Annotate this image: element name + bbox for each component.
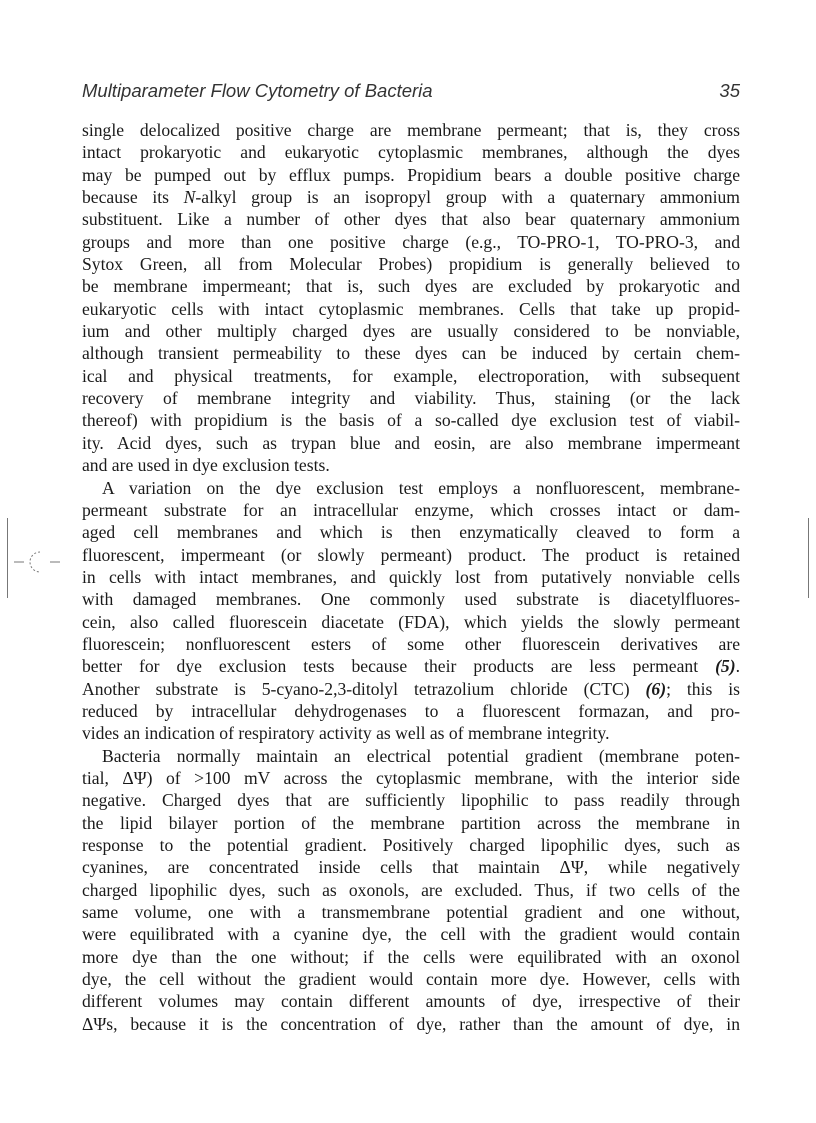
text-line: intact prokaryotic and eukaryotic cytoplasmic membranes, although the dyes (82, 142, 740, 163)
text-line: be membrane impermeant; that is, such dyes are excluded by prokaryotic and (82, 276, 740, 297)
text-line: ical and physical treatments, for example, electroporation, with subsequent (82, 365, 740, 386)
text-line: with damaged membranes. One commonly used substrate is diacetylfluores- (82, 589, 740, 610)
text-line: ΔΨs, because it is the concentration of dye, rather than the amount of dye, in (82, 1013, 740, 1034)
text-line: were equilibrated with a cyanine dye, the cell with the gradient would contain (82, 924, 740, 945)
running-header-title: Multiparameter Flow Cytometry of Bacteria (82, 80, 433, 101)
text-line: Another substrate is 5-cyano-2,3-ditolyl tetrazolium chloride (CTC) (6); this is (82, 678, 740, 699)
paragraph (82, 477, 740, 745)
text-line: single delocalized positive charge are membrane permeant; that is, they cross (82, 120, 740, 140)
text-line: same volume, one with a transmembrane potential gradient and one without, (82, 902, 740, 923)
text-line: Sytox Green, all from Molecular Probes) propidium is generally believed to (82, 254, 740, 275)
text-line: the lipid bilayer portion of the membrane partition across the membrane in (82, 812, 740, 833)
text-line: recovery of membrane integrity and viability. Thus, staining (or the lack (82, 388, 740, 409)
text-line: A variation on the dye exclusion test employs a nonfluorescent, membrane- (102, 477, 740, 498)
text-line: cein, also called fluorescein diacetate (FDA), which yields the slowly permeant (82, 611, 740, 632)
text-line: ity. Acid dyes, such as trypan blue and eosin, are also membrane impermeant (82, 432, 740, 453)
text-line: eukaryotic cells with intact cytoplasmic membranes. Cells that take up propid- (82, 298, 740, 319)
text-line: groups and more than one positive charge (e.g., TO-PRO-1, TO-PRO-3, and (82, 231, 740, 252)
text-line: dye, the cell without the gradient would contain more dye. However, cells with (82, 969, 740, 990)
text-line: substituent. Like a number of other dyes that also bear quaternary ammonium (82, 209, 740, 230)
paragraph (82, 119, 740, 477)
text-line: better for dye exclusion tests because their products are less permeant (5). (82, 656, 740, 677)
text-line: because its N-alkyl group is an isopropyl group with a quaternary ammonium (82, 187, 740, 208)
registration-mark-icon (14, 550, 62, 574)
text-line: different volumes may contain different amounts of dye, irrespective of their (82, 991, 740, 1012)
text-line: tial, ΔΨ) of >100 mV across the cytoplasmic membrane, with the interior side (82, 767, 740, 788)
text-line: charged lipophilic dyes, such as oxonols, are excluded. Thus, if two cells of the (82, 879, 740, 900)
text-line: fluorescein; nonfluorescent esters of some other fluorescein derivatives are (82, 633, 740, 654)
text-line: Bacteria normally maintain an electrical potential gradient (membrane poten- (102, 745, 740, 766)
text-line: in cells with intact membranes, and quickly lost from putatively nonviable cells (82, 566, 740, 587)
page-number: 35 (719, 80, 740, 101)
text-line: response to the potential gradient. Positively charged lipophilic dyes, such as (82, 835, 740, 855)
text-line: thereof) with propidium is the basis of a so-called dye exclusion test of viabil- (82, 410, 740, 431)
crop-mark-right (808, 518, 809, 598)
paragraph (82, 745, 740, 1035)
running-header (82, 80, 740, 102)
text-line: although transient permeability to these dyes can be induced by certain chem- (82, 343, 740, 364)
text-line: fluorescent, impermeant (or slowly permeant) product. The product is retained (82, 544, 740, 565)
text-line: negative. Charged dyes that are sufficiently lipophilic to pass readily through (82, 790, 740, 811)
text-line: cyanines, are concentrated inside cells that maintain ΔΨ, while negatively (82, 857, 740, 878)
text-line: more dye than the one without; if the cells were equilibrated with an oxonol (82, 946, 740, 967)
text-line: reduced by intracellular dehydrogenases to a fluorescent formazan, and pro- (82, 700, 740, 721)
body-text (82, 119, 740, 1035)
text-line: aged cell membranes and which is then enzymatically cleaved to form a (82, 522, 740, 543)
crop-mark-left (7, 518, 8, 598)
text-line: permeant substrate for an intracellular enzyme, which crosses intact or dam- (82, 499, 740, 520)
text-line: and are used in dye exclusion tests. (82, 455, 330, 476)
text-line: may be pumped out by efflux pumps. Propidium bears a double positive charge (82, 164, 740, 185)
text-line: ium and other multiply charged dyes are usually considered to be nonviable, (82, 321, 740, 342)
text-line: vides an indication of respiratory activity as well as of membrane integrity. (82, 723, 610, 744)
